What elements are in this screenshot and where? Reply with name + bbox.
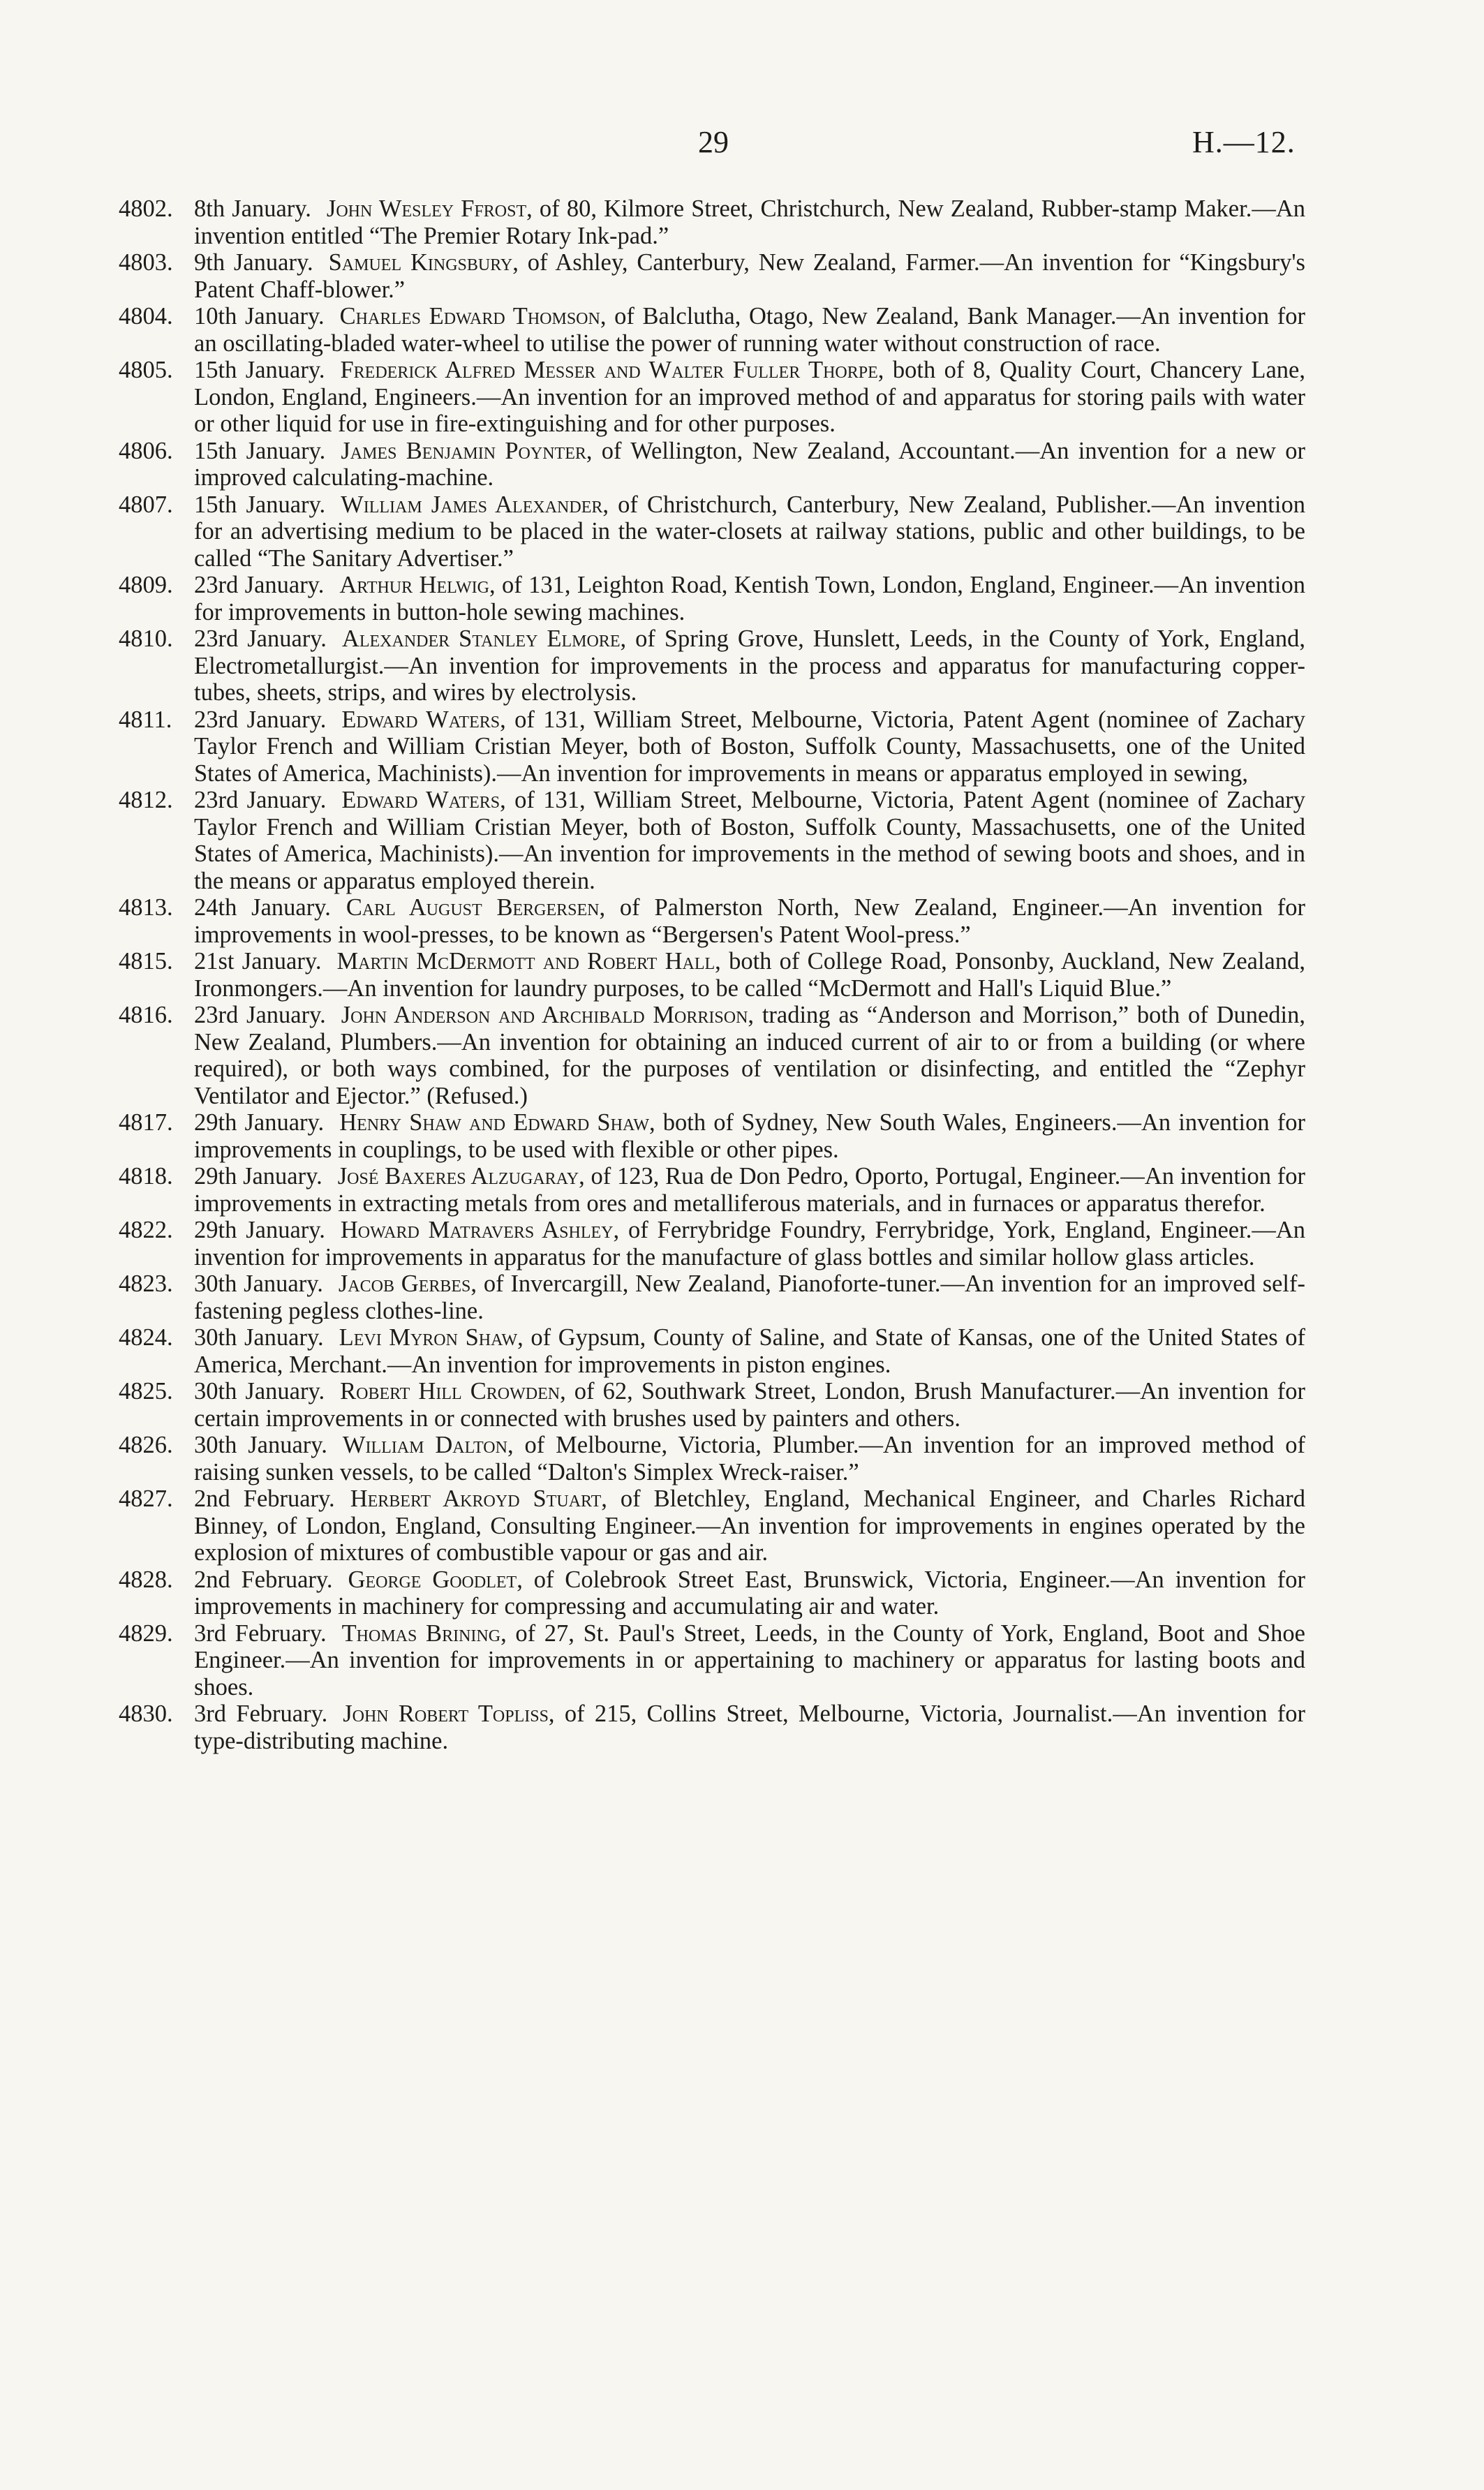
applicant-name: Samuel Kingsbury [328,249,513,276]
entry-number: 4811. [119,706,172,733]
entry-description: , both of Sydney, New South Wales, Engineers.—An invention for improvements in couplings, to be used with flexible or other pipes. [194,1109,1305,1163]
applicant-name: Frederick Alfred Messer and Walter Fuller Thorpe [340,357,878,383]
entry-description: , of 62, Southwark Street, London, Brush Manufacturer.—An invention for certain improvements in or connected with brushes used by painters and others. [194,1378,1306,1432]
entry-description: , of Balclutha, Otago, New Zealand, Bank Manager.—An invention for an oscillating-bladed water-wheel to utilise the power of running water without construction of race. [194,303,1305,357]
entry-date: 23rd January. [194,625,327,652]
patent-entry [119,1270,1305,1324]
entry-date: 21st January. [194,948,322,974]
patent-entry [119,625,1305,706]
entry-date: 23rd January. [194,1002,326,1028]
patent-entry [119,1566,1305,1620]
entry-number: 4802. [119,195,173,222]
entry-number: 4822. [119,1217,173,1243]
patent-entry [119,1324,1305,1378]
entry-number: 4807. [119,491,173,518]
document-reference: H.—12. [1192,125,1296,159]
applicant-name: John Wesley Ffrost [326,195,527,222]
entry-number: 4817. [119,1109,173,1136]
applicant-name: Thomas Brining [341,1620,501,1647]
entry-date: 23rd January. [194,706,327,733]
entry-number: 4810. [119,625,173,652]
applicant-name: Robert Hill Crowden [340,1378,561,1405]
entry-description: , of Christchurch, Canterbury, New Zealand, Publisher.—An invention for an advertising medium to be placed in the water-closets at railway stations, public and other buildings, to be called “The Sanitary Advertiser.” [194,491,1305,572]
applicant-name: Carl August Bergersen [346,894,600,921]
entry-description: , of Gypsum, County of Saline, and State of Kansas, one of the United States of America, Merchant.—An invention for improvements in piston engines. [194,1324,1305,1378]
entry-date: 29th January. [194,1217,325,1243]
entry-number: 4827. [119,1485,173,1512]
applicant-name: William Dalton [342,1432,507,1458]
entry-number: 4816. [119,1002,173,1028]
entry-number: 4809. [119,572,173,598]
entry-description: , of Melbourne, Victoria, Plumber.—An invention for an improved method of raising sunken vessels, to be called “Dalton's Simplex Wreck-raiser.” [194,1432,1305,1485]
page-header [0,124,1484,173]
entry-date: 30th January. [194,1270,323,1297]
entry-description: , of 27, St. Paul's Street, Leeds, in the County of York, England, Boot and Shoe Engineer.—An invention for improvements in or appertaining to machinery or apparatus for lasting boots and shoes. [194,1620,1305,1700]
applicant-name: Henry Shaw and Edward Shaw [339,1109,650,1136]
patent-entry [119,787,1305,894]
entry-description: , of 131, William Street, Melbourne, Victoria, Patent Agent (nominee of Zachary Taylor French and William Cristian Meyer, both of Boston, Suffolk County, Massachusetts, one of the United States of America, Machinists).—An invention for improvements in means or apparatus employed in sewing, [194,706,1306,787]
entry-date: 9th January. [194,249,313,276]
patent-entry [119,948,1305,1002]
patent-entry [119,1163,1305,1217]
applicant-name: Edward Waters [341,787,500,813]
applicant-name: Edward Waters [341,706,500,733]
entry-description: , of Palmerston North, New Zealand, Engineer.—An invention for improvements in wool-presses, to be known as “Bergersen's Patent Wool-press.” [194,894,1306,948]
entry-date: 3rd February. [194,1700,328,1727]
entry-date: 15th January. [194,357,325,383]
entry-date: 3rd February. [194,1620,327,1647]
entry-date: 30th January. [194,1324,324,1351]
entry-description: , of 131, William Street, Melbourne, Victoria, Patent Agent (nominee of Zachary Taylor French and William Cristian Meyer, both of Boston, Suffolk County, Massachusetts, one of the United States of America, Machinists).—An invention for improvements in the method of sewing boots and shoes, and in the means or apparatus employed therein. [194,787,1306,894]
applicant-name: Martin McDermott and Robert Hall [336,948,715,974]
entry-number: 4830. [119,1700,173,1727]
entry-description: , of Invercargill, New Zealand, Pianoforte-tuner.—An invention for an improved self-fastening pegless clothes-line. [194,1270,1305,1324]
entry-description: , both of College Road, Ponsonby, Auckland, New Zealand, Ironmongers.—An invention for laundry purposes, to be called “McDermott and Hall's Liquid Blue.” [194,948,1305,1002]
applicant-name: Alexander Stanley Elmore [341,625,621,652]
entry-description: , of 80, Kilmore Street, Christchurch, New Zealand, Rubber-stamp Maker.—An invention entitled “The Premier Rotary Ink-pad.” [194,195,1305,249]
entry-description: , of Spring Grove, Hunslett, Leeds, in the County of York, England, Electrometallurgist.—An invention for improvements in the process and apparatus for manufacturing copper-tubes, sheets, strips, and wires by electrolysis. [194,625,1305,706]
entry-number: 4806. [119,437,173,464]
entry-date: 8th January. [194,195,311,222]
patent-entry [119,491,1305,572]
entry-number: 4829. [119,1620,173,1647]
patent-entry [119,438,1305,491]
entry-number: 4812. [119,787,173,813]
entry-description: , of 131, Leighton Road, Kentish Town, London, England, Engineer.—An invention for improvements in button-hole sewing machines. [194,572,1305,625]
patent-entry [119,894,1305,948]
entry-description: , of 215, Collins Street, Melbourne, Victoria, Journalist.—An invention for type-distributing machine. [194,1700,1305,1754]
entry-description: , of Bletchley, England, Mechanical Engineer, and Charles Richard Binney, of London, England, Consulting Engineer.—An invention for improvements in engines operated by the explosion of mixtures of combustible vapour or gas and air. [194,1485,1305,1566]
applicant-name: José Baxeres Alzugaray [337,1163,579,1190]
patent-entry [119,1700,1305,1754]
patent-entry [119,1432,1305,1485]
patent-entry [119,1109,1305,1163]
entry-date: 29th January. [194,1109,325,1136]
applicant-name: John Anderson and Archibald Morrison [341,1002,748,1028]
entry-date: 10th January. [194,303,325,329]
applicant-name: William James Alexander [341,491,603,518]
patent-entry [119,1485,1305,1566]
patent-entry [119,572,1305,625]
patent-entry [119,249,1305,303]
patent-entry [119,303,1305,357]
applicant-name: Arthur Helwig [339,572,489,598]
entry-number: 4826. [119,1432,173,1458]
applicant-name: John Robert Topliss [343,1700,549,1727]
entry-date: 24th January. [194,894,331,921]
entry-date: 15th January. [194,437,326,464]
entry-description: , of Ashley, Canterbury, New Zealand, Farmer.—An invention for “Kingsbury's Patent Chaff-blower.” [194,249,1305,303]
applicant-name: Levi Myron Shaw [339,1324,518,1351]
applicant-name: Charles Edward Thomson [339,303,600,329]
patent-entry [119,1378,1305,1432]
entry-number: 4815. [119,948,173,974]
entry-number: 4804. [119,303,173,329]
entry-number: 4803. [119,249,173,276]
patent-entry [119,1002,1305,1109]
entry-description: , of Ferrybridge Foundry, Ferrybridge, York, England, Engineer.—An invention for improvements in apparatus for the manufacture of glass bottles and similar hollow glass articles. [194,1217,1305,1270]
entry-number: 4805. [119,357,173,383]
applicant-name: George Goodlet [348,1566,517,1593]
entry-date: 30th January. [194,1378,325,1405]
entry-number: 4818. [119,1163,173,1190]
patent-entries-list [119,195,1305,1754]
entry-number: 4824. [119,1324,173,1351]
applicant-name: Howard Matravers Ashley [340,1217,614,1243]
applicant-name: Herbert Akroyd Stuart [350,1485,602,1512]
applicant-name: Jacob Gerbes [338,1270,471,1297]
entry-date: 23rd January. [194,572,325,598]
patent-entry [119,1620,1305,1701]
entry-date: 2nd February. [194,1485,335,1512]
entry-number: 4828. [119,1566,173,1593]
entry-date: 15th January. [194,491,326,518]
entry-date: 23rd January. [194,787,327,813]
entry-description: , of 123, Rua de Don Pedro, Oporto, Portugal, Engineer.—An invention for improvements in extracting metals from ores and metalliferous materials, and in furnaces or apparatus therefor. [194,1163,1305,1217]
entry-description: , of Colebrook Street East, Brunswick, Victoria, Engineer.—An invention for improvements in machinery for compressing and accumulating air and water. [194,1566,1305,1620]
entry-number: 4823. [119,1270,173,1297]
patent-entry [119,706,1305,787]
applicant-name: James Benjamin Poynter [341,437,586,464]
entry-date: 2nd February. [194,1566,333,1593]
patent-entry [119,1217,1305,1270]
entry-description: , trading as “Anderson and Morrison,” both of Dunedin, New Zealand, Plumbers.—An invention for obtaining an induced current of air to or from a building (or where required), or both ways combined, for the purposes of ventilation or disinfecting, and entitled the “Zephyr Ventilator and Ejector.” (Refused.) [194,1002,1306,1109]
entry-date: 30th January. [194,1432,327,1458]
patent-entry [119,357,1305,438]
entry-date: 29th January. [194,1163,322,1190]
patent-entry [119,195,1305,249]
entry-number: 4825. [119,1378,173,1405]
page-number: 29 [698,125,729,159]
entry-description: , of Wellington, New Zealand, Accountant.—An invention for a new or improved calculating-machine. [194,437,1306,491]
entry-description: , both of 8, Quality Court, Chancery Lane, London, England, Engineers.—An invention for an improved method of and apparatus for storing pails with water or other liquid for use in fire-extinguishing and for other purposes. [194,357,1305,437]
entry-number: 4813. [119,894,173,921]
